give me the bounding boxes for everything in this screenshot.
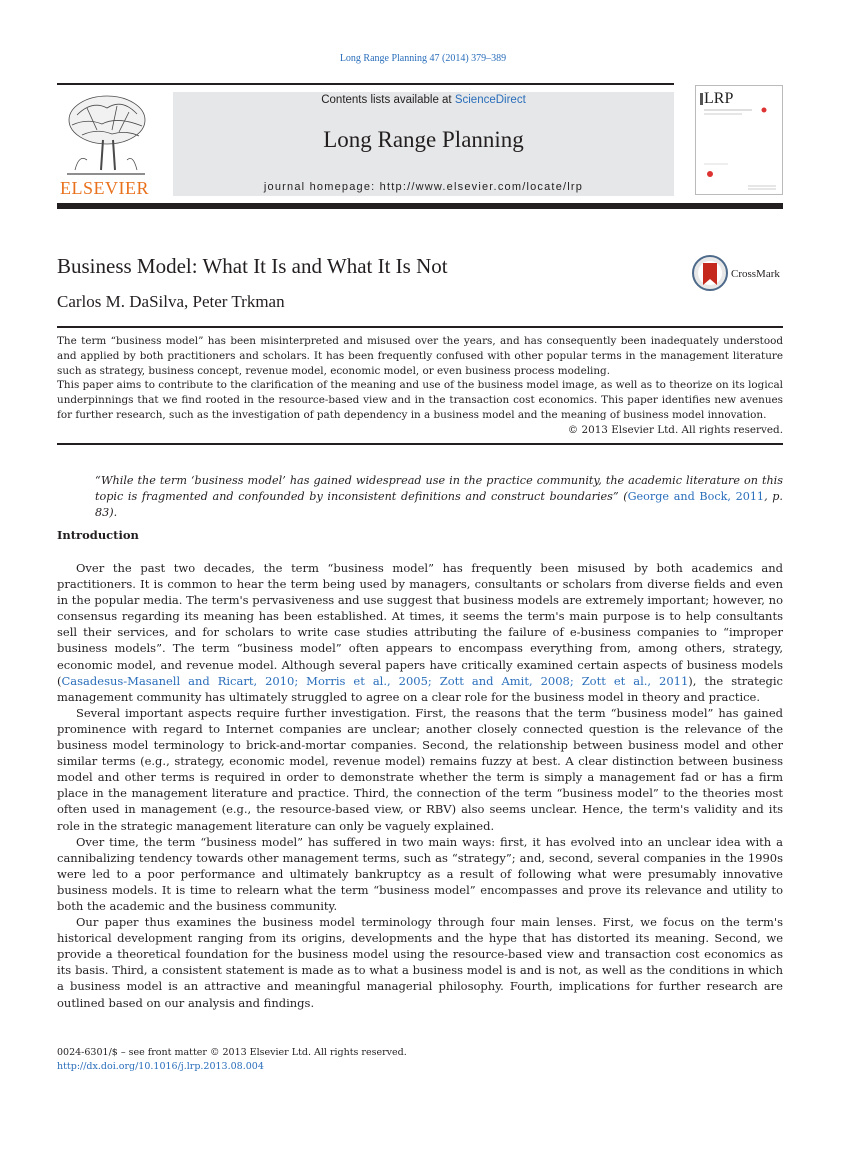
epigraph-quote: “While the term ‘business model’ has gained widespread use in the practice community, the academic literature on this topic is fragmented and confounded by inconsistent definitions and construct boundaries” ( bbox=[95, 474, 783, 503]
article-title: Business Model: What It Is and What It Is Not bbox=[57, 254, 448, 278]
cover-title: LRP bbox=[704, 90, 734, 107]
crossmark-icon[interactable] bbox=[692, 255, 728, 291]
intro-paragraph-4: Our paper thus examines the business model terminology through four main lenses. First, we focus on the term's historical development ranging from its origins, developments and the hype that has distorted its meaning. Second, we provide a theoretical foundation for the business model using the resource-based view and transaction cost economics as its basis. Third, a consistent statement is made as to what a business model is and is not, as well as the conditions in which a business model is an attractive and meaningful managerial philosophy. Fourth, implications for further research are outlined based on our analysis and findings. bbox=[57, 915, 783, 1010]
publisher-name: ELSEVIER bbox=[60, 178, 149, 198]
epigraph-tail: , p. 83). bbox=[95, 490, 783, 519]
journal-cover-thumbnail bbox=[695, 85, 783, 195]
authors: Carlos M. DaSilva, Peter Trkman bbox=[57, 292, 285, 311]
intro-paragraph-1 bbox=[57, 560, 783, 705]
header-divider bbox=[57, 203, 783, 209]
abstract-paragraph-2: This paper aims to contribute to the clarification of the meaning and use of the business model image, as well as to theorize on its logical underpinnings that we find rooted in the resource-based view and in the transaction cost economics. This paper identifies new avenues for further research, such as the investigation of path dependency in a business model and the meaning of business model innovation. bbox=[57, 379, 783, 421]
contents-line bbox=[173, 94, 674, 106]
cover-bar bbox=[700, 93, 703, 105]
contents-prefix: Contents lists available at bbox=[321, 94, 455, 106]
cover-details bbox=[702, 106, 778, 192]
footer-doi-link[interactable]: http://dx.doi.org/10.1016/j.lrp.2013.08.004 bbox=[57, 1061, 264, 1072]
introduction-body bbox=[57, 560, 783, 1011]
top-rule bbox=[57, 83, 674, 85]
abstract-copyright: © 2013 Elsevier Ltd. All rights reserved. bbox=[567, 423, 783, 436]
abstract bbox=[57, 334, 783, 438]
epigraph bbox=[95, 473, 783, 521]
intro-p1-citation-link[interactable]: Casadesus-Masanell and Ricart, 2010; Morris et al., 2005; Zott and Amit, 2008; Zott et al., 2011 bbox=[61, 673, 689, 688]
intro-p1-text-b: ), the strategic management community has ultimately struggled to agree on a clear role for the business model in theory and practice. bbox=[57, 673, 783, 704]
section-heading-introduction: Introduction bbox=[57, 528, 139, 542]
abstract-top-rule bbox=[57, 326, 783, 328]
intro-paragraph-3: Over time, the term “business model” has suffered in two main ways: first, it has evolved into an unclear idea with a cannibalizing tendency towards other management terms, such as “strategy”; and, second, several companies in the 1990s were led to a poor performance and ultimately bankruptcy as a result of following what were presumably innovative business models. It is time to relearn what the term “business model” encompasses and prove its relevance and utility to both the academic and the business community. bbox=[57, 834, 783, 913]
crossmark-label[interactable]: CrossMark bbox=[731, 268, 780, 280]
journal-title: Long Range Planning bbox=[323, 127, 524, 152]
intro-paragraph-2: Several important aspects require further investigation. First, the reasons that the term “business model” has gained prominence with regard to Internet companies are unclear; another closely connected question is the relevance of the business model terminology to brick-and-mortar companies. Second, the relationship between business model and other similar terms (e.g., strategy, economic model, revenue model) remains fuzzy at best. A clear distinction between business model and other terms is required in order to demonstrate whether the term is simply a management fad or has a firm place in the management literature and practice. Third, the connection of the term “business model” to the theories most often used in management (e.g., the resource-based view, or RBV) also seems unclear. Hence, the term's validity and its role in the strategic management literature can only be vaguely explained. bbox=[57, 705, 783, 833]
footer-copyright: 0024-6301/$ – see front matter © 2013 Elsevier Ltd. All rights reserved. bbox=[57, 1047, 407, 1058]
abstract-paragraph-1: The term “business model” has been misinterpreted and misused over the years, and has consequently been inadequately understood and applied by both practitioners and scholars. It has been frequently confused with other popular terms in the management literature such as strategy, business concept, revenue model, economic model, or even business process modeling. bbox=[57, 335, 783, 377]
journal-homepage[interactable]: journal homepage: http://www.elsevier.com/locate/lrp bbox=[263, 181, 584, 193]
sciencedirect-link[interactable]: ScienceDirect bbox=[454, 94, 526, 106]
epigraph-citation-link[interactable]: George and Bock, 2011 bbox=[627, 490, 765, 503]
journal-reference[interactable]: Long Range Planning 47 (2014) 379–389 bbox=[339, 53, 507, 64]
abstract-bottom-rule bbox=[57, 443, 783, 445]
intro-p1-text-a: Over the past two decades, the term “business model” has frequently been misused by both academics and practitioners. It is common to hear the term being used by managers, consultants or scholars from diverse fields and even in the popular media. The term's pervasiveness and use suggest that business models are extremely important; however, no consensus regarding its meaning has been established. At times, it seems the term's main purpose is to help consultants sell their services, and for scholars to write case studies attributing the failure of e-business companies to “improper business models”. The term “business model” often appears to encompass everything from, among others, strategy, economic model, and revenue model. Although several papers have critically examined certain aspects of business models ( bbox=[57, 561, 783, 688]
